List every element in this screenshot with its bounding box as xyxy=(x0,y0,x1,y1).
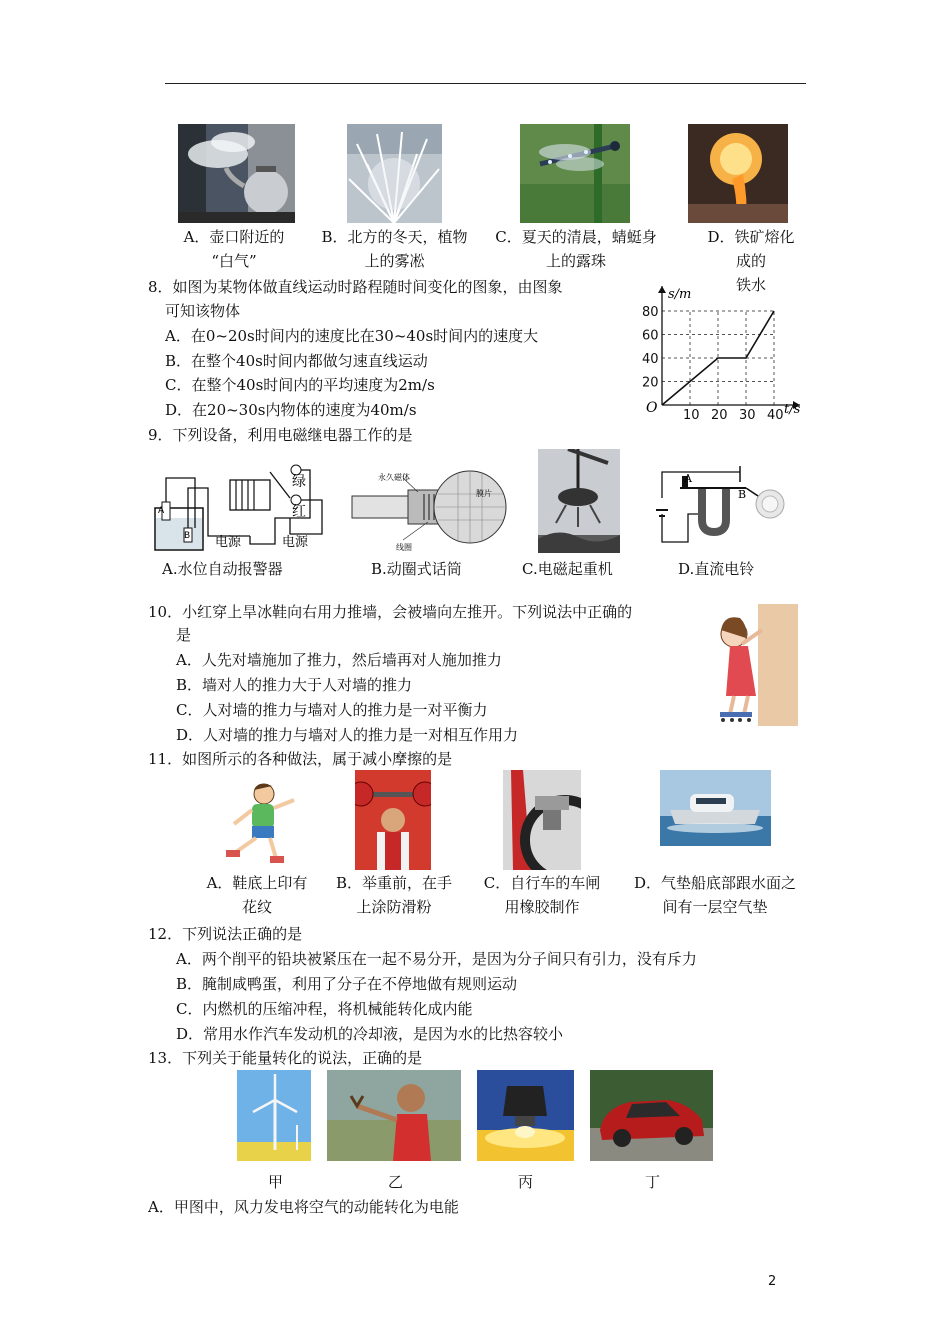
q9-caption-b: B.动圈式话筒 xyxy=(371,560,462,578)
q7-option-a: A．壶口附近的 “白气” xyxy=(183,228,285,270)
q13-label-yi: 乙 xyxy=(388,1173,404,1191)
q10-option-a: A．人先对墙施加了推力，然后墙再对人施加推力 xyxy=(176,651,502,669)
red-car-photo xyxy=(590,1070,713,1161)
rocket-launch-photo xyxy=(477,1070,574,1161)
dragonfly-dew-photo xyxy=(520,124,630,223)
x-axis-label: t/s xyxy=(784,402,801,417)
power-label-1: 电源 xyxy=(215,535,242,550)
wind-turbine-photo xyxy=(237,1070,311,1161)
girl-pushing-wall-illustration xyxy=(712,604,798,726)
q7-option-d: D．铁矿熔化成的 铁水 xyxy=(707,228,795,294)
q7-option-c: C．夏天的清晨，蜻蜓身 上的露珠 xyxy=(495,228,657,270)
bell-point-a-label: A xyxy=(684,472,692,485)
q10-stem-line1: 10．小红穿上旱冰鞋向右用力推墙，会被墙向左推开。下列说法中正确的 xyxy=(148,603,633,621)
q11-option-c: C．自行车的车闸 用橡胶制作 xyxy=(483,874,601,916)
power-label-2: 电源 xyxy=(282,535,309,550)
red-lamp-label: 红 xyxy=(292,504,306,520)
q9-stem: 9．下列设备，利用电磁继电器工作的是 xyxy=(148,426,413,444)
moving-coil-microphone-diagram xyxy=(348,466,508,556)
distance-time-chart xyxy=(640,280,810,420)
bell-point-b-label: B xyxy=(738,488,747,501)
molten-iron-photo xyxy=(688,124,788,223)
q9-caption-d: D.直流电铃 xyxy=(678,560,755,578)
q11-option-b: B．举重前，在手 上涂防滑粉 xyxy=(335,874,453,916)
q8-option-a: A．在0~20s时间内的速度比在30~40s时间内的速度大 xyxy=(165,327,539,345)
q12-option-d: D．常用水作汽车发动机的冷却液，是因为水的比热容较小 xyxy=(176,1025,564,1043)
q11-stem: 11．如图所示的各种做法，属于减小摩擦的是 xyxy=(148,750,453,768)
q11-option-d: D．气垫船底部跟水面之 间有一层空气垫 xyxy=(633,874,797,916)
runner-illustration xyxy=(218,780,302,864)
q8-option-c: C．在整个40s时间内的平均速度为2m/s xyxy=(165,376,435,394)
q13-stem: 13．下列关于能量转化的说法，正确的是 xyxy=(148,1049,423,1067)
header-rule xyxy=(165,83,806,84)
green-lamp-label: 绿 xyxy=(292,474,306,490)
coil-label: 线圈 xyxy=(396,543,412,552)
q13-option-a: A．甲图中，风力发电将空气的动能转化为电能 xyxy=(148,1198,459,1216)
rime-plant-photo xyxy=(347,124,442,223)
q13-label-jia: 甲 xyxy=(268,1173,284,1191)
q8-stem-line2: 可知该物体 xyxy=(165,302,241,320)
q12-option-b: B．腌制咸鸭蛋，利用了分子在不停地做有规则运动 xyxy=(176,975,518,993)
weightlifter-photo xyxy=(355,770,431,870)
q10-option-b: B．墙对人的推力大于人对墙的推力 xyxy=(176,676,413,694)
electrode-a-label: A xyxy=(158,506,165,516)
electromagnetic-crane-photo xyxy=(538,449,620,553)
slingshot-boy-photo xyxy=(327,1070,461,1161)
hovercraft-photo xyxy=(660,770,771,846)
q12-option-c: C．内燃机的压缩冲程，将机械能转化成内能 xyxy=(176,1000,473,1018)
electrode-b-label: B xyxy=(184,531,191,541)
y-tick-label: 80 xyxy=(642,305,659,320)
x-tick-label: 40 xyxy=(767,408,784,420)
q10-stem-line2: 是 xyxy=(176,626,192,644)
q13-label-bing: 丙 xyxy=(518,1173,534,1191)
q11-option-a: A．鞋底上印有 花纹 xyxy=(206,874,308,916)
y-tick-label: 20 xyxy=(642,375,659,391)
q12-option-a: A．两个削平的铅块被紧压在一起不易分开，是因为分子间只有引力，没有斥力 xyxy=(176,950,697,968)
magnet-label: 永久磁体 xyxy=(378,473,410,482)
y-axis-label: s/m xyxy=(668,287,692,302)
x-tick-label: 10 xyxy=(683,408,700,420)
q13-label-ding: 丁 xyxy=(645,1173,661,1191)
bicycle-brake-photo xyxy=(503,770,581,870)
q7-option-b: B．北方的冬天，植物 上的雾凇 xyxy=(321,228,468,270)
x-tick-label: 20 xyxy=(711,408,728,420)
page-number: 2 xyxy=(768,1274,777,1289)
kettle-steam-photo xyxy=(178,124,295,223)
water-level-alarm-diagram xyxy=(150,458,325,553)
q9-caption-a: A.水位自动报警器 xyxy=(162,560,283,578)
y-tick-label: 40 xyxy=(642,352,659,367)
q8-option-b: B．在整个40s时间内都做匀速直线运动 xyxy=(165,352,428,370)
q10-option-d: D．人对墙的推力与墙对人的推力是一对相互作用力 xyxy=(176,726,519,744)
q8-stem-line1: 8．如图为某物体做直线运动时路程随时间变化的图象，由图象 xyxy=(148,278,563,296)
film-label: 膜片 xyxy=(476,489,492,498)
dc-electric-bell-diagram xyxy=(652,458,792,553)
x-tick-label: 30 xyxy=(739,408,756,420)
q9-caption-c: C.电磁起重机 xyxy=(522,560,613,578)
origin-label: O xyxy=(646,400,658,416)
q10-option-c: C．人对墙的推力与墙对人的推力是一对平衡力 xyxy=(176,701,488,719)
q12-stem: 12．下列说法正确的是 xyxy=(148,925,303,943)
q8-option-d: D．在20~30s内物体的速度为40m/s xyxy=(165,401,417,419)
y-tick-label: 60 xyxy=(642,328,659,344)
